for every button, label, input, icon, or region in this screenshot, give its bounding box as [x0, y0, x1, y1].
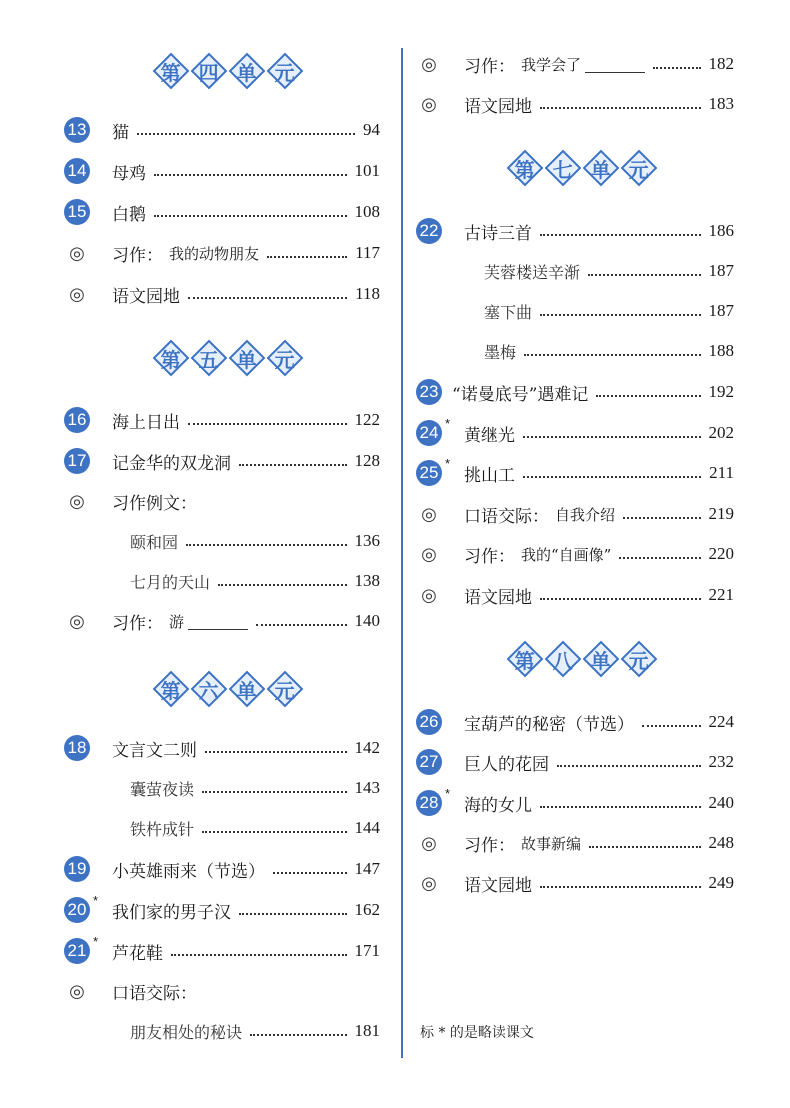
optional-star-icon: * — [444, 456, 450, 471]
leader-dots — [588, 274, 700, 276]
bullseye-icon: ◎ — [421, 584, 437, 606]
leader-dots — [188, 297, 347, 299]
bullseye-icon: ◎ — [69, 610, 85, 632]
lesson-title: 白鹅 — [112, 204, 146, 225]
bullseye-icon: ◎ — [69, 490, 85, 512]
bullseye-icon: ◎ — [421, 543, 437, 565]
unit-title-char: 元 — [629, 648, 649, 673]
lesson-number-badge: 23 — [416, 379, 442, 405]
unit-title-diamond — [153, 53, 190, 90]
section-title: 习作例文： — [112, 493, 197, 514]
footnote: 标 * 的是略读课文 — [420, 1025, 534, 1041]
bullseye-icon: ◎ — [69, 283, 85, 305]
toc-entry-23[interactable] — [416, 377, 734, 407]
leader-dots — [524, 354, 700, 356]
toc-entry-25[interactable] — [416, 458, 734, 488]
toc-entry-26[interactable] — [416, 707, 734, 737]
lesson-number-badge — [416, 786, 450, 816]
lesson-number-badge: 16 — [64, 407, 90, 433]
toc-subentry-saixia[interactable] — [484, 296, 734, 326]
unit-title-char: 元 — [629, 157, 649, 182]
unit-title-char: 单 — [237, 60, 257, 85]
page-number: 118 — [355, 284, 380, 303]
lesson-number-badge: 15 — [64, 199, 90, 225]
unit-title-diamond — [153, 671, 190, 708]
page-number: 162 — [354, 900, 380, 919]
page-number: 117 — [355, 243, 380, 262]
section-subtitle: 故事新编 — [521, 834, 582, 853]
toc-entry-13[interactable] — [64, 115, 380, 145]
leader-dots — [540, 806, 701, 808]
lesson-title: 巨人的花园 — [464, 754, 549, 775]
toc-entry-20[interactable] — [64, 895, 380, 925]
unit-title-diamond — [621, 150, 658, 187]
unit-title-diamond — [545, 150, 582, 187]
toc-subentry-furong[interactable] — [484, 256, 734, 286]
unit-title-char: 元 — [275, 347, 295, 372]
unit-title-char: 元 — [275, 678, 295, 703]
unit-title-char: 六 — [199, 678, 219, 703]
section-label: 习作： — [464, 835, 515, 856]
optional-star-icon: * — [92, 934, 98, 949]
lesson-number-badge: 27 — [416, 749, 442, 775]
unit-title-diamond — [153, 340, 190, 377]
page-number: 142 — [354, 738, 380, 757]
lesson-number: 28 — [419, 793, 439, 812]
page-number: 122 — [354, 410, 380, 429]
leader-dots — [540, 886, 701, 888]
page-number: 128 — [354, 451, 380, 470]
unit-title-diamond — [191, 53, 228, 90]
page-number: 240 — [708, 793, 734, 812]
lesson-number-badge: 13 — [64, 117, 90, 143]
lesson-number-badge — [64, 893, 98, 923]
unit-title-char: 八 — [553, 648, 573, 673]
lesson-title: 黄继光 — [464, 425, 515, 446]
lesson-title: 宝葫芦的秘密（节选） — [464, 714, 634, 735]
toc-entry-19[interactable] — [64, 854, 380, 884]
unit-title-diamond — [507, 150, 544, 187]
page-number: 224 — [708, 712, 734, 731]
lesson-number: 25 — [419, 463, 439, 482]
page-number: 187 — [708, 301, 734, 320]
lesson-number-badge: 19 — [64, 856, 90, 882]
fill-in-blank — [585, 56, 645, 73]
toc-entry-garden-6[interactable] — [416, 89, 734, 119]
unit-title-diamond — [267, 340, 304, 377]
bullseye-icon: ◎ — [421, 53, 437, 75]
leader-dots — [589, 846, 700, 848]
toc-entry-24[interactable] — [416, 418, 734, 448]
unit-title-diamond — [583, 150, 620, 187]
unit-title-diamond — [229, 53, 266, 90]
leader-dots — [653, 67, 700, 69]
unit-title-char: 单 — [237, 347, 257, 372]
lesson-title: 猫 — [112, 122, 129, 143]
optional-star-icon: * — [444, 416, 450, 431]
bullseye-icon: ◎ — [421, 872, 437, 894]
lesson-number-badge — [416, 456, 450, 486]
page-number: 182 — [708, 54, 734, 73]
unit-6-header — [152, 676, 304, 702]
page-number: 211 — [709, 463, 734, 482]
leader-dots — [188, 423, 347, 425]
subentry-title: 七月的天山 — [130, 572, 211, 592]
leader-dots — [540, 314, 700, 316]
page-number: 249 — [708, 873, 734, 892]
leader-dots — [186, 544, 346, 546]
page-number: 187 — [708, 261, 734, 280]
unit-title-char: 第 — [161, 678, 181, 703]
toc-entry-writing-6[interactable] — [416, 49, 734, 79]
toc-entry-15[interactable] — [64, 197, 380, 227]
unit-8-header — [506, 646, 658, 672]
toc-entry-writing-7[interactable] — [416, 539, 734, 569]
page-number: 202 — [708, 423, 734, 442]
leader-dots — [623, 517, 700, 519]
unit-title-diamond — [229, 340, 266, 377]
leader-dots — [250, 1034, 346, 1036]
optional-star-icon: * — [444, 786, 450, 801]
page-number: 108 — [354, 202, 380, 221]
lesson-title: 小英雄雨来（节选） — [112, 861, 265, 882]
leader-dots — [171, 954, 347, 956]
bullseye-icon: ◎ — [69, 980, 85, 1002]
unit-title-diamond — [191, 671, 228, 708]
leader-dots — [218, 584, 346, 586]
subentry-title: 墨梅 — [484, 342, 517, 362]
unit-title-diamond — [267, 53, 304, 90]
toc-subentry-nangying[interactable] — [130, 773, 380, 803]
unit-4-header — [152, 58, 304, 84]
leader-dots — [619, 557, 700, 559]
page-number: 147 — [354, 859, 380, 878]
lesson-title: 芦花鞋 — [112, 943, 163, 964]
leader-dots — [205, 751, 347, 753]
page-number: 136 — [354, 531, 380, 550]
unit-title-diamond — [267, 671, 304, 708]
page-number: 171 — [354, 941, 380, 960]
page-number: 221 — [708, 585, 734, 604]
leader-dots — [523, 476, 701, 478]
toc-entry-18[interactable] — [64, 733, 380, 763]
section-label: 习作： — [464, 56, 515, 77]
lesson-number-badge: 18 — [64, 735, 90, 761]
optional-star-icon: * — [92, 893, 98, 908]
lesson-number-badge — [416, 416, 450, 446]
subentry-title: 塞下曲 — [484, 302, 533, 322]
leader-dots — [267, 256, 347, 258]
lesson-title: “诺曼底号”遇难记 — [452, 384, 589, 405]
page-number: 144 — [354, 818, 380, 837]
toc-entry-garden-8[interactable] — [416, 868, 734, 898]
toc-subentry-friends[interactable] — [130, 1016, 380, 1046]
unit-title-char: 五 — [199, 347, 219, 372]
unit-title-char: 第 — [161, 60, 181, 85]
section-label: 习作： — [112, 245, 163, 266]
section-label: 习作： — [112, 613, 163, 634]
section-subtitle: 自我介绍 — [555, 505, 616, 524]
toc-entry-28[interactable] — [416, 788, 734, 818]
unit-title-diamond — [621, 641, 658, 678]
unit-title-char: 元 — [275, 60, 295, 85]
toc-entry-writing-4[interactable] — [64, 238, 380, 268]
leader-dots — [523, 436, 701, 438]
page-number: 101 — [354, 161, 380, 180]
section-title: 语文园地 — [464, 587, 532, 608]
unit-title-char: 七 — [553, 157, 573, 182]
section-subtitle: 我的动物朋友 — [169, 244, 260, 263]
section-title: 口语交际： — [112, 983, 197, 1004]
leader-dots — [202, 831, 346, 833]
leader-dots — [596, 395, 700, 397]
toc-entry-oral-6[interactable] — [64, 976, 380, 1006]
section-subtitle: 我学会了 — [521, 55, 582, 74]
leader-dots — [540, 234, 701, 236]
leader-dots — [273, 872, 347, 874]
toc-subentry-yiheyuan[interactable] — [130, 526, 380, 556]
leader-dots — [540, 598, 701, 600]
toc-entry-garden-7[interactable] — [416, 580, 734, 610]
toc-entry-22[interactable] — [416, 216, 734, 246]
subentry-title: 芙蓉楼送辛渐 — [484, 262, 581, 282]
unit-title-char: 第 — [515, 648, 535, 673]
leader-dots — [557, 765, 701, 767]
lesson-title: 我们家的男子汉 — [112, 902, 231, 923]
section-subtitle: 我的“自画像” — [521, 545, 612, 564]
bullseye-icon: ◎ — [421, 832, 437, 854]
lesson-title: 挑山工 — [464, 465, 515, 486]
toc-entry-example-5[interactable] — [64, 486, 380, 516]
page-number: 220 — [708, 544, 734, 563]
lesson-number-badge — [64, 934, 98, 964]
section-label: 口语交际： — [464, 506, 549, 527]
leader-dots — [137, 133, 355, 135]
page-number: 183 — [708, 94, 734, 113]
lesson-title: 文言文二则 — [112, 740, 197, 761]
toc-entry-oral-7[interactable] — [416, 499, 734, 529]
section-title: 语文园地 — [112, 286, 180, 307]
subentry-title: 铁杵成针 — [130, 819, 195, 839]
unit-title-diamond — [229, 671, 266, 708]
section-subtitle: 游 — [169, 612, 185, 631]
page-number: 192 — [708, 382, 734, 401]
lesson-title: 海的女儿 — [464, 795, 532, 816]
page-number: 232 — [708, 752, 734, 771]
page-number: 181 — [354, 1021, 380, 1040]
toc-entry-21[interactable] — [64, 936, 380, 966]
page-number: 248 — [708, 833, 734, 852]
unit-title-char: 单 — [237, 678, 257, 703]
toc-subentry-tianshan[interactable] — [130, 566, 380, 596]
lesson-number: 21 — [67, 941, 87, 960]
page-number: 188 — [708, 341, 734, 360]
toc-entry-14[interactable] — [64, 156, 380, 186]
page-number: 94 — [363, 120, 380, 139]
unit-title-char: 第 — [515, 157, 535, 182]
leader-dots — [642, 725, 701, 727]
page-number: 143 — [354, 778, 380, 797]
toc-subentry-tiechu[interactable] — [130, 813, 380, 843]
lesson-title: 海上日出 — [112, 412, 180, 433]
lesson-number: 20 — [67, 900, 87, 919]
page-number: 186 — [708, 221, 734, 240]
leader-dots — [540, 107, 701, 109]
leader-dots — [154, 174, 347, 176]
bullseye-icon: ◎ — [69, 242, 85, 264]
lesson-title: 记金华的双龙洞 — [112, 453, 231, 474]
subentry-title: 朋友相处的秘诀 — [130, 1022, 243, 1042]
lesson-number-badge: 26 — [416, 709, 442, 735]
toc-entry-writing-5[interactable] — [64, 606, 380, 636]
leader-dots — [256, 624, 346, 626]
section-title: 语文园地 — [464, 96, 532, 117]
column-divider — [401, 48, 403, 1058]
bullseye-icon: ◎ — [421, 503, 437, 525]
toc-entry-27[interactable] — [416, 747, 734, 777]
unit-title-char: 单 — [591, 157, 611, 182]
lesson-number: 24 — [419, 423, 439, 442]
section-label: 习作： — [464, 546, 515, 567]
fill-in-blank — [188, 613, 248, 630]
toc-entry-17[interactable] — [64, 446, 380, 476]
lesson-number-badge: 22 — [416, 218, 442, 244]
toc-entry-16[interactable] — [64, 405, 380, 435]
unit-title-diamond — [507, 641, 544, 678]
page-number: 140 — [354, 611, 380, 630]
lesson-title: 古诗三首 — [464, 223, 532, 244]
leader-dots — [239, 464, 347, 466]
lesson-number-badge: 17 — [64, 448, 90, 474]
lesson-title: 母鸡 — [112, 163, 146, 184]
unit-title-char: 单 — [591, 648, 611, 673]
unit-title-char: 四 — [199, 60, 219, 85]
page-number: 138 — [354, 571, 380, 590]
lesson-number-badge: 14 — [64, 158, 90, 184]
unit-5-header — [152, 345, 304, 371]
subentry-title: 囊萤夜读 — [130, 779, 195, 799]
toc-entry-writing-8[interactable] — [416, 828, 734, 858]
page-number: 219 — [708, 504, 734, 523]
section-title: 语文园地 — [464, 875, 532, 896]
leader-dots — [239, 913, 347, 915]
leader-dots — [202, 791, 346, 793]
subentry-title: 颐和园 — [130, 532, 179, 552]
unit-title-diamond — [545, 641, 582, 678]
unit-7-header — [506, 155, 658, 181]
unit-title-diamond — [191, 340, 228, 377]
bullseye-icon: ◎ — [421, 93, 437, 115]
leader-dots — [154, 215, 347, 217]
toc-subentry-momei[interactable] — [484, 336, 734, 366]
unit-title-char: 第 — [161, 347, 181, 372]
unit-title-diamond — [583, 641, 620, 678]
toc-entry-garden-4[interactable] — [64, 279, 380, 309]
